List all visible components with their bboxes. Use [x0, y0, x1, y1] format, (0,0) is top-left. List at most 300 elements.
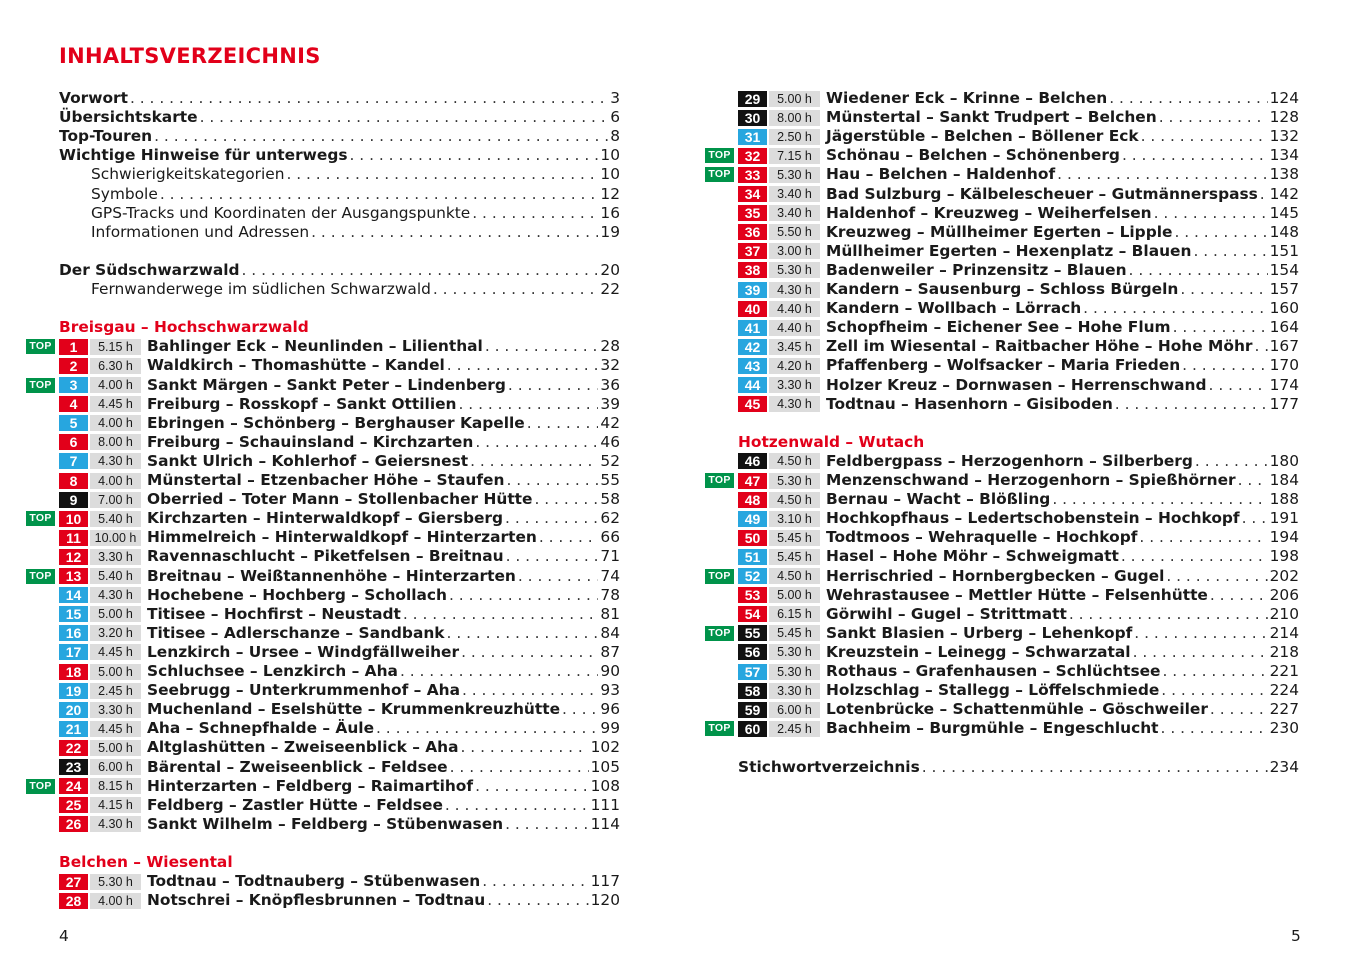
tour-number-badge: 29 — [738, 91, 767, 107]
tour-entry[interactable] — [59, 490, 620, 509]
tour-entry[interactable] — [738, 261, 1299, 280]
dot-leader — [1141, 127, 1268, 146]
duration-badge: 4.45 h — [90, 396, 141, 412]
toc-entry-label: Informationen und Adressen — [91, 222, 310, 241]
toc-entry[interactable] — [59, 204, 620, 223]
duration-badge: 5.00 h — [769, 91, 820, 107]
tour-number-badge: 16 — [59, 625, 88, 641]
duration-badge: 5.30 h — [769, 664, 820, 680]
top-tour-badge: TOP — [705, 473, 734, 488]
toc-entry[interactable] — [59, 185, 620, 204]
page-ref: 20 — [600, 260, 620, 279]
page-ref: 221 — [1269, 662, 1299, 680]
tour-title: Seebrugg – Unterkrummenhof – Aha — [147, 681, 460, 700]
tour-entry[interactable] — [59, 643, 620, 662]
toc-entry[interactable] — [59, 146, 620, 165]
page-ref: 52 — [600, 451, 620, 470]
page-ref: 99 — [600, 719, 620, 738]
page-ref: 62 — [600, 509, 620, 528]
tour-entry[interactable] — [738, 376, 1299, 395]
page-ref: 145 — [1269, 203, 1299, 222]
tour-entry[interactable] — [738, 89, 1299, 108]
dot-leader — [1159, 108, 1268, 127]
dot-leader — [461, 643, 598, 662]
duration-badge: 3.20 h — [90, 625, 141, 641]
tour-number-badge: 27 — [59, 874, 88, 890]
dot-leader — [1109, 89, 1267, 108]
page-ref: 42 — [600, 413, 620, 432]
page-ref: 154 — [1269, 260, 1299, 279]
dot-leader — [242, 261, 599, 280]
tour-number-badge: 60 — [738, 721, 767, 737]
tour-title: Kreuzweg – Müllheimer Egerten – Lipple — [826, 222, 1173, 241]
tour-number-badge: 21 — [59, 721, 88, 737]
tour-title: Ravennaschlucht – Piketfelsen – Breitnau — [147, 547, 504, 566]
tour-entry[interactable] — [59, 547, 620, 566]
tour-entry[interactable] — [738, 547, 1299, 566]
tour-title: Schopfheim – Eichener See – Hohe Flum — [826, 318, 1171, 337]
dot-leader — [506, 547, 599, 566]
tour-title: Haldenhof – Kreuzweg – Weiherfelsen — [826, 203, 1152, 222]
tour-title: Feldberg – Zastler Hütte – Feldsee — [147, 795, 443, 814]
tour-entry[interactable] — [738, 165, 1299, 184]
dot-leader — [1193, 242, 1267, 261]
dot-leader — [508, 376, 599, 395]
tour-title: Kandern – Sausenburg – Schloss Bürgeln — [826, 280, 1179, 298]
page-ref: 66 — [600, 528, 620, 547]
tour-number-badge: 40 — [738, 301, 767, 317]
tour-title: Bärental – Zweiseenblick – Feldsee — [147, 757, 448, 776]
tour-number-badge: 34 — [738, 186, 767, 202]
dot-leader — [506, 471, 598, 490]
tour-entry[interactable] — [738, 509, 1299, 528]
tour-entry[interactable] — [738, 146, 1299, 165]
page-ref: 84 — [600, 623, 620, 642]
tour-entry[interactable] — [738, 471, 1299, 490]
page-ref: 164 — [1269, 318, 1299, 337]
section-heading: Hotzenwald – Wutach — [738, 432, 925, 451]
tour-title: Münstertal – Etzenbacher Höhe – Staufen — [147, 471, 505, 489]
tour-entry[interactable] — [738, 567, 1299, 586]
page-ref: 170 — [1269, 356, 1299, 375]
duration-badge: 5.45 h — [769, 625, 820, 641]
tour-entry[interactable] — [738, 356, 1299, 375]
tour-title: Hau – Belchen – Haldenhof — [826, 165, 1056, 184]
toc-entry-label: Wichtige Hinweise für unterwegs — [59, 146, 348, 165]
tour-number-badge: 56 — [738, 644, 767, 660]
tour-entry[interactable] — [59, 567, 620, 586]
tour-entry[interactable] — [738, 528, 1299, 547]
duration-badge: 4.30 h — [90, 816, 141, 832]
dot-leader — [1180, 280, 1267, 299]
dot-leader — [130, 89, 608, 108]
toc-entry[interactable] — [59, 261, 620, 280]
tour-number-badge: 38 — [738, 262, 767, 278]
dot-leader — [482, 872, 588, 891]
tour-entry[interactable] — [59, 471, 620, 490]
tour-title: Badenweiler – Prinzensitz – Blauen — [826, 260, 1127, 279]
tour-entry[interactable] — [738, 719, 1299, 738]
tour-title: Freiburg – Rosskopf – Sankt Ottilien — [147, 394, 457, 413]
tour-number-badge: 14 — [59, 587, 88, 603]
tour-number-badge: 25 — [59, 797, 88, 813]
tour-number-badge: 4 — [59, 396, 88, 412]
tour-title: Hinterzarten – Feldberg – Raimartihof — [147, 776, 474, 795]
tour-entry[interactable] — [59, 719, 620, 738]
page-ref: 120 — [590, 891, 620, 910]
tour-entry[interactable] — [59, 509, 620, 528]
tour-title: Notschrei – Knöpflesbrunnen – Todtnau — [147, 891, 486, 910]
page-ref: 108 — [590, 776, 620, 795]
page-ref: 96 — [600, 700, 620, 719]
tour-entry[interactable] — [738, 586, 1299, 605]
duration-badge: 8.15 h — [90, 778, 141, 794]
page-ref: 160 — [1269, 299, 1299, 318]
tour-entry[interactable] — [59, 528, 620, 547]
page-ref: 36 — [600, 375, 620, 394]
tour-title: Schönau – Belchen – Schönenberg — [826, 146, 1120, 165]
duration-badge: 3.45 h — [769, 339, 820, 355]
dot-leader — [1173, 318, 1268, 337]
dot-leader — [376, 719, 598, 738]
tour-entry[interactable] — [738, 108, 1299, 127]
tour-entry[interactable] — [738, 299, 1299, 318]
tour-number-badge: 44 — [738, 377, 767, 393]
tour-number-badge: 23 — [59, 759, 88, 775]
tour-entry[interactable] — [59, 777, 620, 796]
top-tour-badge: TOP — [705, 626, 734, 641]
page-ref: 111 — [590, 795, 620, 814]
tour-entry[interactable] — [59, 738, 620, 757]
toc-entry[interactable] — [59, 165, 620, 184]
tour-title: Waldkirch – Thomashütte – Kandel — [147, 356, 445, 375]
tour-number-badge: 58 — [738, 683, 767, 699]
page-ref: 117 — [590, 872, 620, 891]
tour-title: Holzer Kreuz – Dornwasen – Herrenschwand — [826, 375, 1207, 394]
page-ref: 132 — [1269, 127, 1299, 146]
dot-leader — [1182, 356, 1267, 375]
tour-entry[interactable] — [59, 815, 620, 834]
section-heading: Belchen – Wiesental — [59, 853, 233, 871]
right-page-number: 5 — [1291, 927, 1301, 945]
dot-leader — [1174, 223, 1267, 242]
tour-entry[interactable] — [738, 127, 1299, 146]
tour-number-badge: 24 — [59, 778, 88, 794]
tour-entry[interactable] — [59, 433, 620, 452]
page-ref: 138 — [1269, 165, 1299, 184]
dot-leader — [400, 662, 598, 681]
tour-number-badge: 49 — [738, 511, 767, 527]
top-tour-badge: TOP — [26, 511, 55, 526]
tour-number-badge: 17 — [59, 644, 88, 660]
page-ref: 128 — [1269, 108, 1299, 127]
dot-leader — [461, 738, 589, 757]
dot-leader — [505, 815, 589, 834]
dot-leader — [470, 452, 598, 471]
duration-badge: 4.50 h — [769, 453, 820, 469]
tour-entry[interactable] — [59, 605, 620, 624]
tour-entry[interactable] — [738, 223, 1299, 242]
tour-entry[interactable] — [59, 758, 620, 777]
duration-badge: 6.00 h — [90, 759, 141, 775]
tour-entry[interactable] — [59, 337, 620, 356]
dot-leader — [311, 223, 598, 242]
tour-title: Herrischried – Hornbergbecken – Gugel — [826, 566, 1165, 585]
dot-leader — [487, 891, 588, 910]
top-tour-badge: TOP — [705, 167, 734, 182]
duration-badge: 5.30 h — [90, 874, 141, 890]
page-ref: 12 — [600, 184, 620, 203]
page-title: INHALTSVERZEICHNIS — [59, 44, 321, 68]
tour-title: Münstertal – Sankt Trudpert – Belchen — [826, 108, 1157, 127]
tour-number-badge: 8 — [59, 473, 88, 489]
tour-title: Sankt Blasien – Urberg – Lehenkopf — [826, 623, 1133, 642]
page-ref: 71 — [600, 547, 620, 566]
tour-title: Schluchsee – Lenzkirch – Aha — [147, 662, 398, 680]
tour-number-badge: 11 — [59, 530, 88, 546]
duration-badge: 3.30 h — [769, 683, 820, 699]
tour-title: Himmelreich – Hinterwaldkopf – Hinterzarten — [147, 528, 537, 547]
tour-number-badge: 57 — [738, 664, 767, 680]
duration-badge: 8.00 h — [90, 434, 141, 450]
tour-entry[interactable] — [738, 280, 1299, 299]
tour-title: Aha – Schnepfhalde – Äule — [147, 719, 375, 738]
tour-entry[interactable] — [59, 700, 620, 719]
dot-leader — [1139, 528, 1267, 547]
tour-entry[interactable] — [738, 662, 1299, 681]
tour-title: Wehrastausee – Mettler Hütte – Felsenhütte — [826, 585, 1208, 604]
top-tour-badge: TOP — [26, 569, 55, 584]
page-ref: 87 — [600, 642, 620, 661]
toc-entry[interactable] — [59, 108, 620, 127]
dot-leader — [534, 490, 598, 509]
tour-title: Todtnau – Todtnauberg – Stübenwasen — [147, 872, 481, 891]
tour-number-badge: 2 — [59, 358, 88, 374]
page-ref: 114 — [590, 814, 620, 833]
duration-badge: 7.00 h — [90, 492, 141, 508]
duration-badge: 4.00 h — [90, 415, 141, 431]
duration-badge: 5.45 h — [769, 530, 820, 546]
tour-number-badge: 6 — [59, 434, 88, 450]
page-ref: 74 — [600, 566, 620, 585]
tour-number-badge: 32 — [738, 148, 767, 164]
tour-number-badge: 42 — [738, 339, 767, 355]
page-ref: 78 — [600, 585, 620, 604]
page-ref: 202 — [1269, 566, 1299, 585]
dot-leader — [1134, 624, 1267, 643]
duration-badge: 4.40 h — [769, 320, 820, 336]
dot-leader — [160, 185, 599, 204]
dot-leader — [472, 204, 598, 223]
tour-title: Sankt Ulrich – Kohlerhof – Geiersnest — [147, 451, 469, 470]
tour-title: Sankt Märgen – Sankt Peter – Lindenberg — [147, 375, 506, 394]
page-ref: 124 — [1269, 89, 1299, 107]
duration-badge: 6.15 h — [769, 606, 820, 622]
tour-entry[interactable] — [59, 796, 620, 815]
tour-number-badge: 20 — [59, 702, 88, 718]
tour-entry[interactable] — [738, 605, 1299, 624]
tour-entry[interactable] — [59, 662, 620, 681]
tour-number-badge: 39 — [738, 282, 767, 298]
duration-badge: 5.50 h — [769, 224, 820, 240]
tour-title: Altglashütten – Zweiseenblick – Aha — [147, 738, 459, 757]
dot-leader — [1133, 643, 1268, 662]
duration-badge: 5.30 h — [769, 167, 820, 183]
dot-leader — [1209, 376, 1268, 395]
page-ref: 191 — [1269, 509, 1299, 528]
tour-number-badge: 53 — [738, 587, 767, 603]
toc-entry[interactable] — [59, 280, 620, 299]
page-ref: 142 — [1269, 184, 1299, 203]
dot-leader — [450, 758, 589, 777]
dot-leader — [1129, 261, 1268, 280]
tour-number-badge: 55 — [738, 625, 767, 641]
top-tour-badge: TOP — [705, 569, 734, 584]
duration-badge: 4.30 h — [769, 282, 820, 298]
page-ref: 10 — [600, 165, 620, 184]
dot-leader — [1161, 719, 1268, 738]
tour-title: Muchenland – Eselshütte – Krummenkreuzhütte — [147, 700, 561, 719]
toc-entry[interactable] — [59, 127, 620, 146]
tour-number-badge: 52 — [738, 568, 767, 584]
toc-entry[interactable] — [59, 223, 620, 242]
page-ref: 210 — [1269, 604, 1299, 623]
tour-title: Wiedener Eck – Krinne – Belchen — [826, 89, 1108, 107]
dot-leader — [403, 605, 599, 624]
tour-entry[interactable] — [738, 490, 1299, 509]
tour-title: Titisee – Adlerschanze – Sandbank — [147, 623, 445, 642]
page-ref: 134 — [1269, 146, 1299, 165]
tour-number-badge: 19 — [59, 683, 88, 699]
duration-badge: 4.20 h — [769, 358, 820, 374]
tour-title: Rothaus – Grafenhausen – Schlüchtsee — [826, 662, 1161, 680]
dot-leader — [459, 395, 599, 414]
duration-badge: 3.40 h — [769, 205, 820, 221]
tour-number-badge: 59 — [738, 702, 767, 718]
tour-entry[interactable] — [59, 414, 620, 433]
tour-title: Holzschlag – Stallegg – Löffelschmiede — [826, 681, 1160, 700]
tour-entry[interactable] — [59, 395, 620, 414]
page-ref: 224 — [1269, 681, 1299, 700]
dot-leader — [505, 509, 598, 528]
duration-badge: 5.00 h — [90, 664, 141, 680]
tour-number-badge: 1 — [59, 339, 88, 355]
duration-badge: 5.30 h — [769, 473, 820, 489]
tour-number-badge: 37 — [738, 243, 767, 259]
tour-entry[interactable] — [59, 356, 620, 375]
tour-number-badge: 50 — [738, 530, 767, 546]
dot-leader — [485, 337, 599, 356]
duration-badge: 5.40 h — [90, 568, 141, 584]
tour-entry[interactable] — [59, 452, 620, 471]
tour-entry[interactable] — [59, 586, 620, 605]
tour-title: Müllheimer Egerten – Hexenplatz – Blauen — [826, 241, 1192, 260]
page-ref: 55 — [600, 471, 620, 489]
duration-badge: 4.45 h — [90, 644, 141, 660]
tour-title: Kreuzstein – Leinegg – Schwarzatal — [826, 642, 1131, 661]
tour-number-badge: 46 — [738, 453, 767, 469]
tour-entry[interactable] — [738, 681, 1299, 700]
dot-leader — [1115, 395, 1268, 414]
dot-leader — [1154, 204, 1268, 223]
tour-entry[interactable] — [59, 872, 620, 891]
dot-leader — [1255, 337, 1268, 356]
duration-badge: 6.00 h — [769, 702, 820, 718]
duration-badge: 7.15 h — [769, 148, 820, 164]
tour-title: Bachheim – Burgmühle – Engeschlucht — [826, 719, 1159, 738]
tour-number-badge: 18 — [59, 664, 88, 680]
dot-leader — [527, 414, 599, 433]
tour-number-badge: 3 — [59, 377, 88, 393]
page-ref: 81 — [600, 604, 620, 623]
tour-title: Kandern – Wollbach – Lörrach — [826, 299, 1082, 318]
toc-entry-label: Der Südschwarzwald — [59, 260, 240, 279]
duration-badge: 8.00 h — [769, 110, 820, 126]
tour-entry[interactable] — [59, 891, 620, 910]
tour-entry[interactable] — [59, 376, 620, 395]
dot-leader — [1210, 586, 1268, 605]
dot-leader — [1069, 605, 1268, 624]
tour-entry[interactable] — [738, 452, 1299, 471]
dot-leader — [286, 165, 598, 184]
toc-entry-index[interactable] — [738, 758, 1299, 777]
tour-entry[interactable] — [738, 395, 1299, 414]
tour-entry[interactable] — [738, 337, 1299, 356]
tour-entry[interactable] — [59, 681, 620, 700]
duration-badge: 5.40 h — [90, 511, 141, 527]
tour-title: Menzenschwand – Herzogenhorn – Spießhörner — [826, 471, 1236, 489]
left-page-number: 4 — [59, 927, 69, 945]
tour-title: Todtmoos – Wehraquelle – Hochkopf — [826, 528, 1138, 547]
toc-entry[interactable] — [59, 89, 620, 108]
tour-title: Bad Sulzburg – Kälbelescheuer – Gutmännerspass — [826, 184, 1258, 203]
duration-badge: 3.30 h — [769, 377, 820, 393]
tour-title: Feldbergpass – Herzogenhorn – Silberberg — [826, 451, 1193, 470]
tour-title: Hochkopfhaus – Ledertschobenstein – Hochkopf — [826, 509, 1240, 528]
page-ref: 214 — [1269, 623, 1299, 642]
dot-leader — [1163, 662, 1268, 681]
page-ref: 28 — [600, 337, 620, 356]
tour-number-badge: 35 — [738, 205, 767, 221]
page-ref: 198 — [1269, 547, 1299, 566]
dot-leader — [1121, 547, 1268, 566]
duration-badge: 4.45 h — [90, 721, 141, 737]
toc-entry-label: Fernwanderwege im südlichen Schwarzwald — [91, 280, 431, 298]
tour-title: Oberried – Toter Mann – Stollenbacher Hütte — [147, 490, 533, 509]
tour-entry[interactable] — [738, 204, 1299, 223]
tour-entry[interactable] — [738, 700, 1299, 719]
tour-number-badge: 31 — [738, 129, 767, 145]
tour-number-badge: 48 — [738, 492, 767, 508]
top-tour-badge: TOP — [26, 378, 55, 393]
duration-badge: 2.45 h — [90, 683, 141, 699]
tour-entry[interactable] — [738, 185, 1299, 204]
tour-entry[interactable] — [738, 643, 1299, 662]
tour-entry[interactable] — [59, 624, 620, 643]
duration-badge: 3.30 h — [90, 549, 141, 565]
page-ref: 230 — [1269, 719, 1299, 738]
dot-leader — [1083, 299, 1267, 318]
tour-entry[interactable] — [738, 242, 1299, 261]
tour-title: Ebringen – Schönberg – Berghauser Kapelle — [147, 413, 525, 432]
toc-entry-label: Symbole — [91, 184, 158, 203]
page-ref: 39 — [600, 394, 620, 413]
tour-entry[interactable] — [738, 318, 1299, 337]
dot-leader — [350, 146, 599, 165]
tour-title: Lotenbrücke – Schattenmühle – Göschweiler — [826, 700, 1208, 719]
top-tour-badge: TOP — [705, 148, 734, 163]
tour-entry[interactable] — [738, 624, 1299, 643]
